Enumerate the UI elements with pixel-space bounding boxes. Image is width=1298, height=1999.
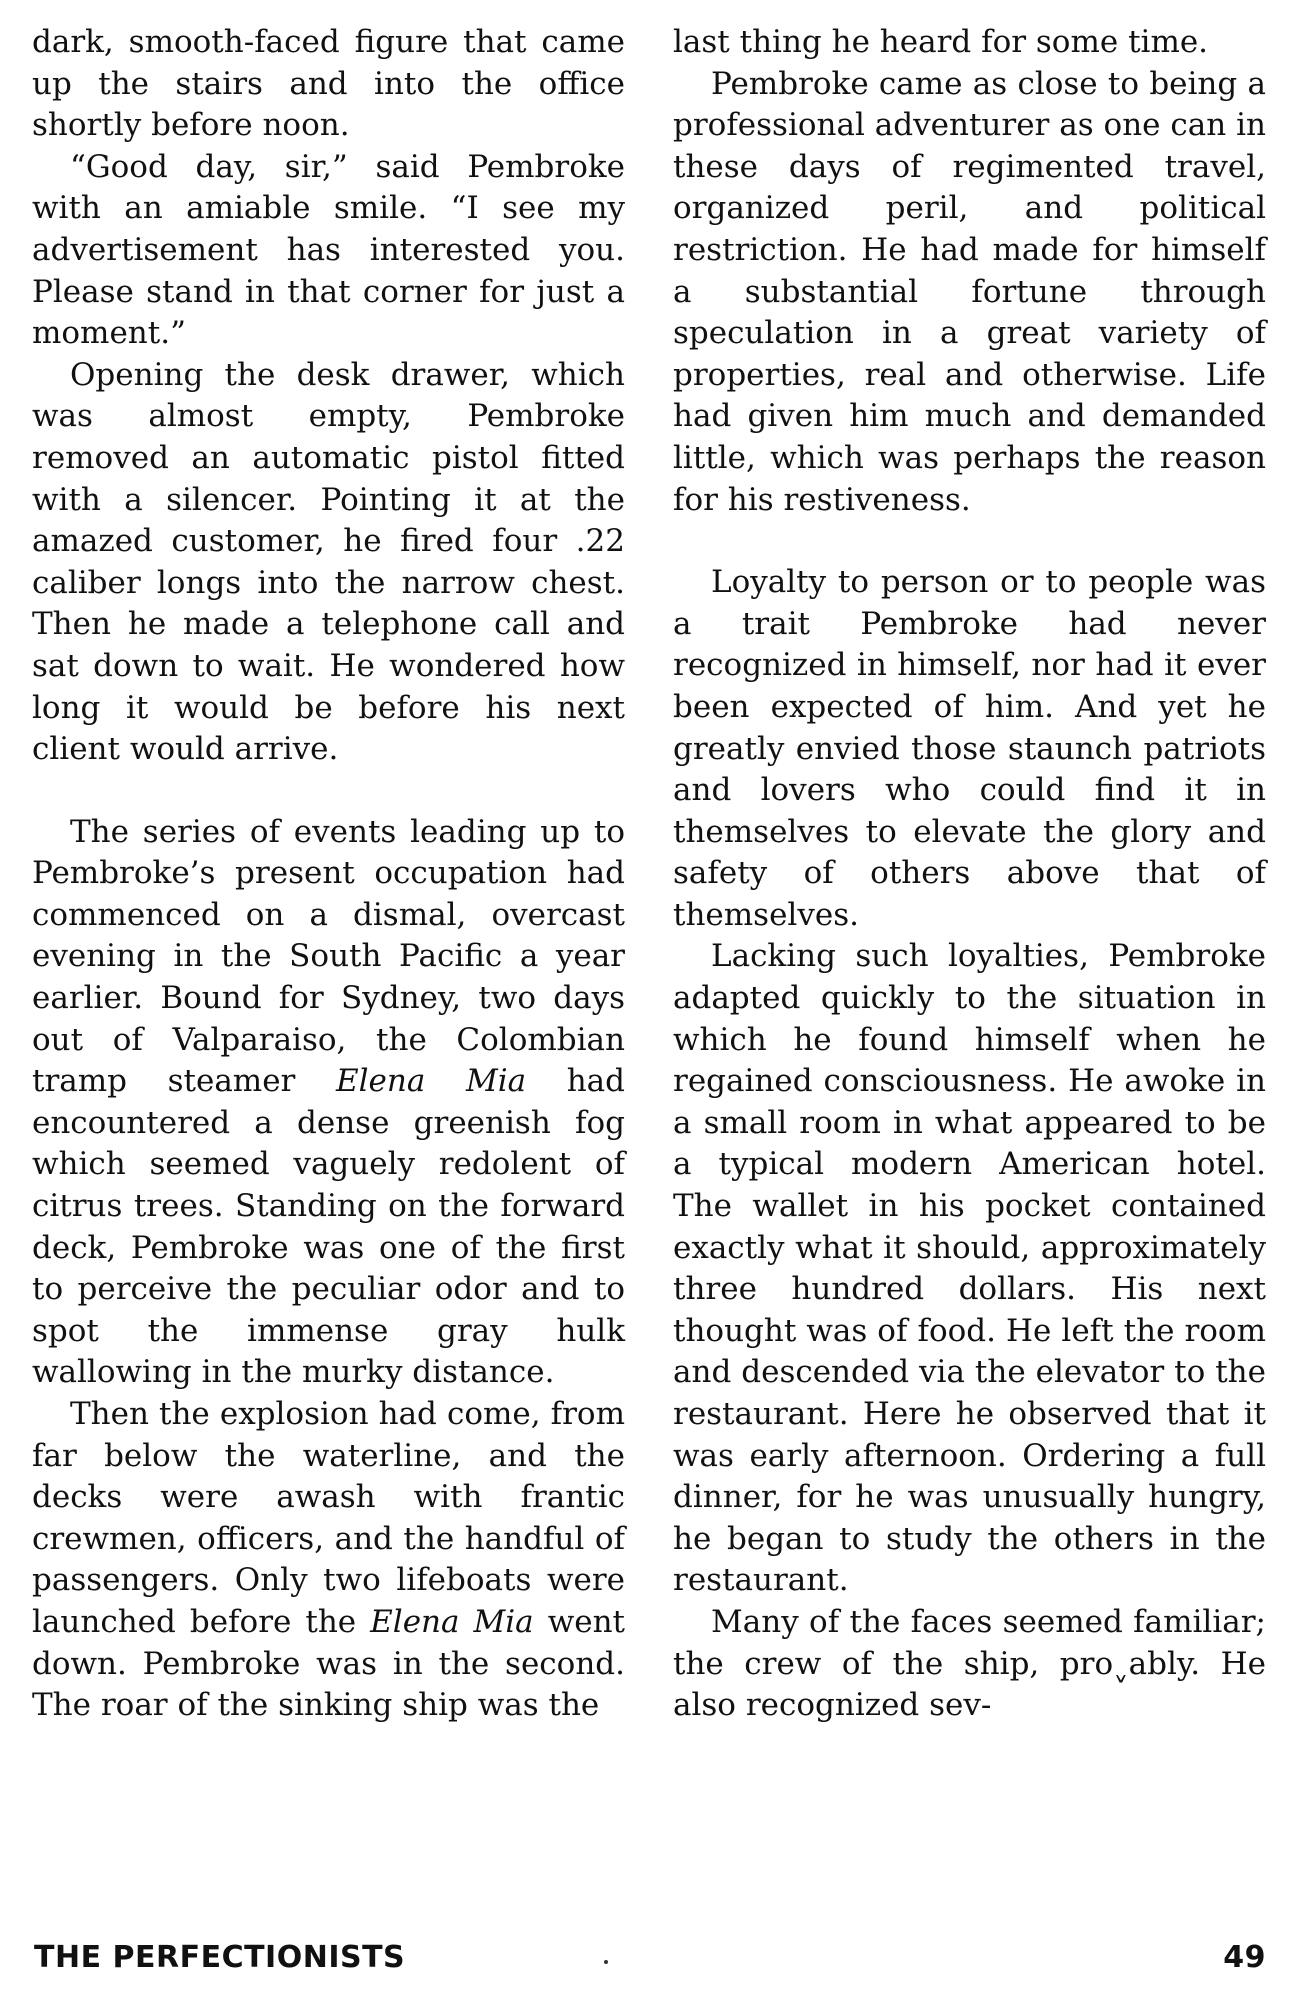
paragraph: Many of the faces seemed familiar; the crew of the ship, proˬably. He also recognized sev- [673,1603,1266,1724]
left-column [32,22,625,1727]
paragraph-text: The series of events leading up to Pembroke’s present occupation had commenced on a dismal, overcast evening in the South Pacific a year earlier. Bound for Sydney, two days out of Valparaiso, the Colombian tramp steamer [32,813,625,1100]
paragraph-text: Then the explosion had come, from far below the waterline, and the decks were awash with frantic crewmen, officers, and the handful of passengers. Only two lifeboats were launched before the [32,1396,625,1640]
paragraph: Loyalty to person or to people was a trait Pembroke had never recognized in himself, nor had it ever been expected of him. And yet he greatly envied those staunch patriots and lovers who could find it in themselves to elevate the glory and safety of others above that of themselves. [673,564,1266,933]
paragraph: last thing he heard for some time. [673,24,1209,60]
paragraph-text: went down. Pembroke was in the second. The roar of the sinking ship was the [32,1603,626,1724]
paragraph: Opening the desk drawer, which was almost empty, Pembroke removed an automatic pistol fitted with a silencer. Pointing it at the amazed customer, he fired four .22 caliber longs into the narrow chest. Then he made a telephone call and sat down to wait. He wondered how long it would be before his next client would arrive. [32,356,625,768]
paragraph: dark, smooth-faced figure that came up the stairs and into the office shortly before noon. [32,24,625,144]
right-column [673,22,1266,1727]
page-number: 49 [1223,1940,1266,1975]
ship-name: Elena Mia [336,1063,527,1100]
paragraph: Pembroke came as close to being a professional adventurer as one can in these days of regimented travel, organized peril, and political restriction. He had made for himself a substantial fortune through speculation in a great variety of properties, real and otherwise. Life had given him much and demanded little, which was perhaps the reason for his restiveness. [673,65,1266,518]
paragraph [32,812,625,1394]
running-title: THE PERFECTIONISTS [34,1940,406,1975]
page-footer [32,1940,1266,1984]
paragraph: Lacking such loyalties, Pembroke adapted quickly to the situation in which he found himself when he regained consciousness. He awoke in a small room in what appeared to be a typical modern American hotel. The wallet in his pocket contained exactly what it should, approximately three hundred dollars. His next thought was of food. He left the room and descended via the elevator to the restaurant. Here he observed that it was early afternoon. Ordering a full dinner, for he was unusually hungry, he began to study the others in the restaurant. [673,938,1266,1599]
paragraph: “Good day, sir,” said Pembroke with an amiable smile. “I see my advertisement has interested you. Please stand in that corner for just a moment.” [32,148,625,352]
paragraph-text: had encountered a dense greenish fog which seemed vaguely redolent of citrus trees. Standing on the forward deck, Pembroke was one of the first to perceive the peculiar odor and to spot the immense gray hulk wallowing in the murky distance. [32,1063,626,1391]
footer-dot [604,1960,608,1964]
ship-name: Elena Mia [370,1603,534,1640]
paragraph [32,1394,625,1727]
